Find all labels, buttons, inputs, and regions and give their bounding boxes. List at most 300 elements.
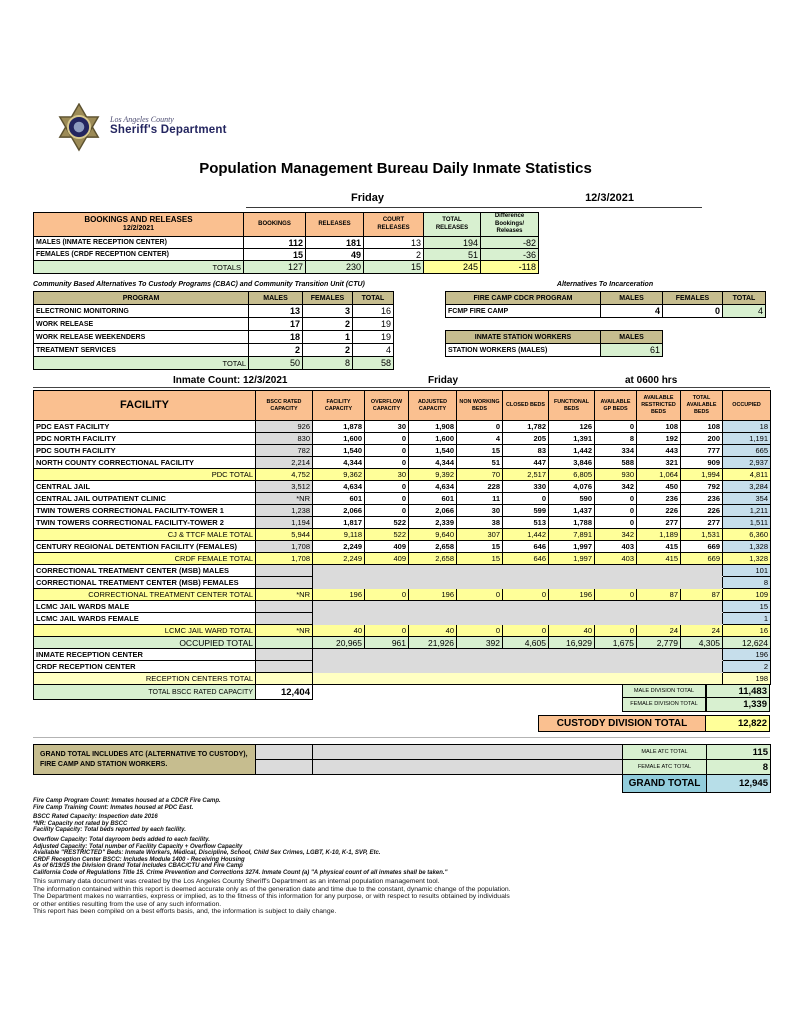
table-cell: 7,891 <box>549 529 595 541</box>
col-closed-beds: CLOSED BEDS <box>503 391 549 421</box>
table-cell: 0 <box>365 457 409 469</box>
table-cell: 2 <box>723 661 771 673</box>
table-cell: CORRECTIONAL TREATMENT CENTER TOTAL <box>34 589 256 601</box>
custody-division-total-row <box>538 715 770 732</box>
col-overflow-capacity: OVERFLOW CAPACITY <box>365 391 409 421</box>
table-cell: 196 <box>409 589 457 601</box>
table-cell: CENTRAL JAIL <box>34 481 256 493</box>
table-cell: 9,118 <box>313 529 365 541</box>
table-cell: 8 <box>723 577 771 589</box>
table-cell: 522 <box>365 517 409 529</box>
table-cell <box>256 649 313 661</box>
table-cell: 403 <box>595 541 637 553</box>
fire-camp-females: 0 <box>663 305 723 318</box>
table-cell: 12,624 <box>723 637 771 649</box>
table-cell: 51 <box>424 249 481 261</box>
cbac-total-row <box>34 357 394 370</box>
table-cell: WORK RELEASE <box>34 318 249 331</box>
report-day: Friday <box>351 192 385 204</box>
table-cell: TWIN TOWERS CORRECTIONAL FACILITY-TOWER 2 <box>34 517 256 529</box>
table-cell: 1,708 <box>256 541 313 553</box>
table-cell: 2 <box>303 318 353 331</box>
station-workers-value: 61 <box>601 344 663 357</box>
inmate-count-strip <box>33 374 770 388</box>
table-cell: 16 <box>353 305 394 318</box>
cbac-title: Community Based Alternatives To Custody Programs (CBAC) and Community Transition Unit (CTU) <box>33 281 365 288</box>
table-cell <box>313 565 723 577</box>
cbac-row <box>34 331 394 344</box>
inmate-count-time: at 0600 hrs <box>625 375 678 386</box>
footnotes <box>33 798 447 877</box>
table-cell: CENTRAL JAIL OUTPATIENT CLINIC <box>34 493 256 505</box>
subtotal-row <box>34 529 771 541</box>
table-cell: 30 <box>365 469 409 481</box>
facility-row <box>34 481 771 493</box>
table-cell: PDC TOTAL <box>34 469 256 481</box>
table-cell: CJ & TTCF MALE TOTAL <box>34 529 256 541</box>
fire-camp-males: 4 <box>601 305 663 318</box>
table-cell: 38 <box>457 517 503 529</box>
footnote-line: Fire Camp Program Count: Inmates housed at a CDCR Fire Camp. <box>33 798 221 804</box>
table-cell: 17 <box>249 318 303 331</box>
table-cell: 307 <box>457 529 503 541</box>
bscc-total-value: 12,404 <box>256 685 313 700</box>
table-cell: 3 <box>303 305 353 318</box>
table-cell: 2,339 <box>409 517 457 529</box>
table-cell: 1,908 <box>409 421 457 433</box>
table-cell: TREATMENT SERVICES <box>34 344 249 357</box>
cbac-header-row <box>34 292 394 305</box>
table-cell: -36 <box>481 249 539 261</box>
table-cell: 198 <box>723 673 771 685</box>
table-cell: TWIN TOWERS CORRECTIONAL FACILITY-TOWER 1 <box>34 505 256 517</box>
table-cell: 2 <box>364 249 424 261</box>
grand-blank-cell <box>256 745 313 760</box>
col-males: MALES <box>601 331 663 344</box>
bookings-releases-table <box>33 212 539 274</box>
footnote-line: Fire Camp Training Count: Inmates housed at PDC East. <box>33 804 194 811</box>
table-cell: LCMC JAIL WARDS MALE <box>34 601 256 613</box>
table-cell: 1,782 <box>503 421 549 433</box>
station-workers-table <box>445 330 663 357</box>
table-cell: 51 <box>457 457 503 469</box>
female-division-value: 1,339 <box>706 698 770 712</box>
table-cell: 777 <box>681 445 723 457</box>
table-cell: 18 <box>723 421 771 433</box>
bookings-totals-row <box>34 261 539 274</box>
grand-blank-cell <box>313 760 623 775</box>
bookings-title <box>34 213 244 237</box>
table-cell: 58 <box>353 357 394 370</box>
table-cell <box>256 601 313 613</box>
table-cell: 24 <box>681 625 723 637</box>
table-cell <box>313 661 723 673</box>
disclaimer-line: This report has been compiled on a best efforts basis, and, the information is subject to daily change. <box>33 908 337 916</box>
grand-total-value: 12,945 <box>707 775 771 793</box>
table-cell: 2,517 <box>503 469 549 481</box>
table-cell: 669 <box>681 553 723 565</box>
table-cell: 1,189 <box>637 529 681 541</box>
table-cell: 3,846 <box>549 457 595 469</box>
table-cell: 0 <box>595 505 637 517</box>
footnote-line: Overflow Capacity: Total dayroom beds added to each facility. <box>33 836 210 843</box>
table-cell: 13 <box>364 237 424 249</box>
inmate-count-day: Friday <box>428 375 459 386</box>
table-cell: 15 <box>457 445 503 457</box>
table-cell: 8 <box>303 357 353 370</box>
col-males: MALES <box>601 292 663 305</box>
female-atc-label: FEMALE ATC TOTAL <box>623 760 707 775</box>
fire-camp-total: 4 <box>723 305 766 318</box>
table-cell: 1,540 <box>313 445 365 457</box>
table-cell: 9,392 <box>409 469 457 481</box>
table-cell: 0 <box>595 517 637 529</box>
table-cell: 334 <box>595 445 637 457</box>
sheriff-star-icon <box>55 103 103 153</box>
inmate-count-label: Inmate Count: 12/3/2021 <box>173 375 288 386</box>
facility-header-row <box>34 391 771 421</box>
facility-row <box>34 493 771 505</box>
table-cell: LCMC JAIL WARDS FEMALE <box>34 613 256 625</box>
table-cell: 127 <box>244 261 306 274</box>
table-cell: 109 <box>723 589 771 601</box>
table-cell: 646 <box>503 541 549 553</box>
table-cell: 18 <box>249 331 303 344</box>
table-cell: 40 <box>549 625 595 637</box>
table-cell <box>313 601 723 613</box>
table-cell: 0 <box>457 625 503 637</box>
table-cell: 1,211 <box>723 505 771 517</box>
subtotal-row <box>34 553 771 565</box>
col-bookings: BOOKINGS <box>244 213 306 237</box>
table-cell: 226 <box>681 505 723 517</box>
table-cell: 4 <box>353 344 394 357</box>
table-cell: 13 <box>249 305 303 318</box>
table-cell: 1,708 <box>256 553 313 565</box>
table-cell: 2,779 <box>637 637 681 649</box>
col-available-gp-beds: AVAILABLE GP BEDS <box>595 391 637 421</box>
grand-total-spacer <box>34 775 623 793</box>
col-females: FEMALES <box>303 292 353 305</box>
table-cell: 0 <box>365 625 409 637</box>
table-cell: 599 <box>503 505 549 517</box>
facility-stub-row <box>34 577 771 589</box>
table-cell: 83 <box>503 445 549 457</box>
col-total-available-beds: TOTAL AVAILABLE BEDS <box>681 391 723 421</box>
table-cell: 409 <box>365 541 409 553</box>
facility-stub-row <box>34 613 771 625</box>
division-totals <box>538 684 770 732</box>
table-cell: 1,997 <box>549 541 595 553</box>
table-cell: 21,926 <box>409 637 457 649</box>
col-fire-camp-program: FIRE CAMP CDCR PROGRAM <box>446 292 601 305</box>
table-cell: 0 <box>595 421 637 433</box>
table-cell: 665 <box>723 445 771 457</box>
table-cell: 15 <box>457 541 503 553</box>
table-cell: 236 <box>637 493 681 505</box>
footnote-line: California Code of Regulations Title 15. Crime Prevention and Corrections 3274. Inmate Count (a) "A physical count of all inmates shall be taken." <box>33 869 448 876</box>
table-cell: 1,437 <box>549 505 595 517</box>
facility-stub-row <box>34 649 771 661</box>
section-divider <box>33 737 770 738</box>
col-adjusted-capacity: ADJUSTED CAPACITY <box>409 391 457 421</box>
table-cell: 11 <box>457 493 503 505</box>
table-cell: 277 <box>637 517 681 529</box>
table-cell: 1,788 <box>549 517 595 529</box>
table-cell: 443 <box>637 445 681 457</box>
bookings-title-line1: BOOKINGS AND RELEASES <box>84 215 193 225</box>
grand-blank-cell <box>256 760 313 775</box>
grand-total-note: GRAND TOTAL INCLUDES ATC (ALTERNATIVE TO CUSTODY), FIRE CAMP AND STATION WORKERS. <box>34 745 256 775</box>
fire-camp-row <box>446 305 766 318</box>
facility-row <box>34 433 771 445</box>
table-cell <box>313 673 723 685</box>
lasd-logo <box>55 103 227 153</box>
table-cell: 513 <box>503 517 549 529</box>
table-cell: 2,249 <box>313 553 365 565</box>
table-cell: 230 <box>306 261 364 274</box>
facility-row <box>34 445 771 457</box>
footnote-line: Available "RESTRICTED" Beds: Inmate Workers, Medical, Discipline, School, Child Sex Crimes, LGBT, K-10, K-1, SVP, Etc. <box>33 850 381 857</box>
table-cell: 1 <box>723 613 771 625</box>
table-cell: 792 <box>681 481 723 493</box>
table-cell: 1,600 <box>409 433 457 445</box>
table-cell: 0 <box>503 493 549 505</box>
table-cell: 87 <box>637 589 681 601</box>
table-cell: CRDF RECEPTION CENTER <box>34 661 256 673</box>
table-cell: 4,634 <box>409 481 457 493</box>
fire-camp-label: FCMP FIRE CAMP <box>446 305 601 318</box>
table-cell: 2,066 <box>409 505 457 517</box>
table-cell: 1,391 <box>549 433 595 445</box>
table-cell <box>256 565 313 577</box>
custody-division-value: 12,822 <box>706 715 770 732</box>
cbac-table <box>33 291 394 370</box>
table-cell: 15 <box>723 601 771 613</box>
footnote-line: As of 6/19/15 the Division Grand Total includes CBAC/CTU and Fire Camp <box>33 863 243 870</box>
table-cell <box>313 613 723 625</box>
table-cell: PDC SOUTH FACILITY <box>34 445 256 457</box>
table-cell <box>313 649 723 661</box>
table-cell: 2,658 <box>409 553 457 565</box>
table-cell <box>313 577 723 589</box>
table-cell: 1,878 <box>313 421 365 433</box>
table-cell: 4,605 <box>503 637 549 649</box>
disclaimer-line: or other entities resulting from the use of any such information. <box>33 900 222 908</box>
table-cell: *NR <box>256 625 313 637</box>
footnote-line: Facility Capacity: Total beds reported by each facility. <box>33 827 186 834</box>
table-cell: 782 <box>256 445 313 457</box>
table-cell: PDC EAST FACILITY <box>34 421 256 433</box>
table-cell: 1,442 <box>503 529 549 541</box>
report-date: 12/3/2021 <box>585 192 634 204</box>
table-cell: 4,344 <box>313 457 365 469</box>
table-cell: 9,362 <box>313 469 365 481</box>
table-cell: 0 <box>365 445 409 457</box>
table-cell: 236 <box>681 493 723 505</box>
col-occupied: OCCUPIED <box>723 391 771 421</box>
col-total: TOTAL <box>723 292 766 305</box>
table-cell: 126 <box>549 421 595 433</box>
table-cell: ELECTRONIC MONITORING <box>34 305 249 318</box>
facility-row <box>34 541 771 553</box>
table-cell: 930 <box>595 469 637 481</box>
table-cell: 330 <box>503 481 549 493</box>
table-cell: 1,994 <box>681 469 723 481</box>
table-cell: 450 <box>637 481 681 493</box>
table-cell: 205 <box>503 433 549 445</box>
col-total-releases: TOTAL RELEASES <box>424 213 481 237</box>
table-cell: 6,805 <box>549 469 595 481</box>
table-cell: OCCUPIED TOTAL <box>34 637 256 649</box>
page-title: Population Management Bureau Daily Inmate Statistics <box>199 160 592 177</box>
bookings-title-date: 12/2/2021 <box>122 225 155 233</box>
table-cell: 2 <box>303 344 353 357</box>
table-cell: 447 <box>503 457 549 469</box>
col-males: MALES <box>249 292 303 305</box>
male-division-label: MALE DIVISION TOTAL <box>622 684 706 698</box>
bscc-total-label: TOTAL BSCC RATED CAPACITY <box>34 685 256 700</box>
col-difference: Difference Bookings/ Releases <box>481 213 539 237</box>
footnote-line: BSCC Rated Capacity: Inspection date 2016 <box>33 814 158 821</box>
table-cell: 1,531 <box>681 529 723 541</box>
table-cell: 342 <box>595 481 637 493</box>
table-cell: 50 <box>249 357 303 370</box>
table-cell: 30 <box>457 505 503 517</box>
table-cell: 1,194 <box>256 517 313 529</box>
table-cell: 194 <box>424 237 481 249</box>
table-cell: 588 <box>595 457 637 469</box>
table-cell: 909 <box>681 457 723 469</box>
table-cell: *NR <box>256 493 313 505</box>
table-cell: 4,752 <box>256 469 313 481</box>
table-cell: CORRECTIONAL TREATMENT CENTER (MSB) FEMALES <box>34 577 256 589</box>
table-cell: 409 <box>365 553 409 565</box>
table-cell: 0 <box>365 493 409 505</box>
table-cell: 16 <box>723 625 771 637</box>
table-cell: 49 <box>306 249 364 261</box>
table-cell: 2 <box>249 344 303 357</box>
table-cell: 196 <box>723 649 771 661</box>
facility-stub-row <box>34 661 771 673</box>
facility-row <box>34 505 771 517</box>
table-cell: 192 <box>637 433 681 445</box>
col-program: PROGRAM <box>34 292 249 305</box>
female-atc-value: 8 <box>707 760 771 775</box>
facility-row <box>34 421 771 433</box>
col-non-working-beds: NON WORKING BEDS <box>457 391 503 421</box>
fire-camp-header-row <box>446 292 766 305</box>
table-cell: 112 <box>244 237 306 249</box>
table-cell: NORTH COUNTY CORRECTIONAL FACILITY <box>34 457 256 469</box>
table-cell: 1,540 <box>409 445 457 457</box>
facility-statistics-table <box>33 390 771 685</box>
table-cell: 30 <box>365 421 409 433</box>
table-cell: 0 <box>595 625 637 637</box>
table-cell: 24 <box>637 625 681 637</box>
table-cell: 15 <box>457 553 503 565</box>
disclaimer-line: This summary data document was created by the Los Angeles County Sheriff's Department as an internal population management tool. <box>33 878 440 885</box>
alt-incarceration-title: Alternatives To Incarceration <box>556 281 654 288</box>
table-cell: TOTALS <box>34 261 244 274</box>
table-cell: 1,328 <box>723 553 771 565</box>
table-cell: INMATE RECEPTION CENTER <box>34 649 256 661</box>
table-cell: 4,634 <box>313 481 365 493</box>
table-cell: 1,675 <box>595 637 637 649</box>
subtotal-row <box>34 469 771 481</box>
table-cell: 961 <box>365 637 409 649</box>
table-cell: 0 <box>457 589 503 601</box>
subtotal-row <box>34 589 771 601</box>
table-cell: 590 <box>549 493 595 505</box>
col-facility-capacity: FACILITY CAPACITY <box>313 391 365 421</box>
table-cell: 19 <box>353 318 394 331</box>
table-cell: 1 <box>303 331 353 344</box>
table-cell: 4,076 <box>549 481 595 493</box>
male-atc-value: 115 <box>707 745 771 760</box>
grand-total-row-3 <box>34 775 771 793</box>
cbac-row <box>34 318 394 331</box>
bookings-header-row <box>34 213 539 237</box>
table-cell: 1,064 <box>637 469 681 481</box>
facility-stub-row <box>34 601 771 613</box>
table-cell: 16,929 <box>549 637 595 649</box>
grand-total-row-1 <box>34 745 771 760</box>
custody-division-label: CUSTODY DIVISION TOTAL <box>538 715 706 732</box>
station-workers-row <box>446 344 663 357</box>
table-cell: CENTURY REGIONAL DETENTION FACILITY (FEMALES) <box>34 541 256 553</box>
station-workers-label: STATION WORKERS (MALES) <box>446 344 601 357</box>
col-bscc-rated-capacity: BSCC RATED CAPACITY <box>256 391 313 421</box>
table-cell: 15 <box>364 261 424 274</box>
table-cell: 40 <box>313 625 365 637</box>
table-cell: 415 <box>637 553 681 565</box>
table-cell: 87 <box>681 589 723 601</box>
table-cell: 2,658 <box>409 541 457 553</box>
table-cell: 6,360 <box>723 529 771 541</box>
table-cell: 3,284 <box>723 481 771 493</box>
table-cell: 20,965 <box>313 637 365 649</box>
table-cell: PDC NORTH FACILITY <box>34 433 256 445</box>
table-cell <box>256 613 313 625</box>
table-cell: 669 <box>681 541 723 553</box>
table-cell: 4,811 <box>723 469 771 481</box>
bscc-total-bar <box>33 684 313 700</box>
male-atc-label: MALE ATC TOTAL <box>623 745 707 760</box>
col-females: FEMALES <box>663 292 723 305</box>
col-available-restricted-beds: AVAILABLE RESTRICTED BEDS <box>637 391 681 421</box>
table-cell: 0 <box>595 589 637 601</box>
table-cell <box>256 673 313 685</box>
col-releases: RELEASES <box>306 213 364 237</box>
table-cell: 0 <box>365 589 409 601</box>
table-cell: 342 <box>595 529 637 541</box>
table-cell: TOTAL <box>34 357 249 370</box>
disclaimer-line: The information contained within this report is deemed accurate only as of the generation date and time due to the constant, dynamic change of the population. <box>33 885 511 893</box>
table-cell: LCMC JAIL WARD TOTAL <box>34 625 256 637</box>
table-cell: CORRECTIONAL TREATMENT CENTER (MSB) MALES <box>34 565 256 577</box>
station-workers-header-row <box>446 331 663 344</box>
male-division-total-row <box>538 684 770 698</box>
table-cell <box>256 577 313 589</box>
table-cell: RECEPTION CENTERS TOTAL <box>34 673 256 685</box>
disclaimer <box>33 878 511 916</box>
table-cell: 830 <box>256 433 313 445</box>
table-cell: 4,305 <box>681 637 723 649</box>
table-cell: 277 <box>681 517 723 529</box>
table-cell: WORK RELEASE WEEKENDERS <box>34 331 249 344</box>
table-cell: 108 <box>681 421 723 433</box>
